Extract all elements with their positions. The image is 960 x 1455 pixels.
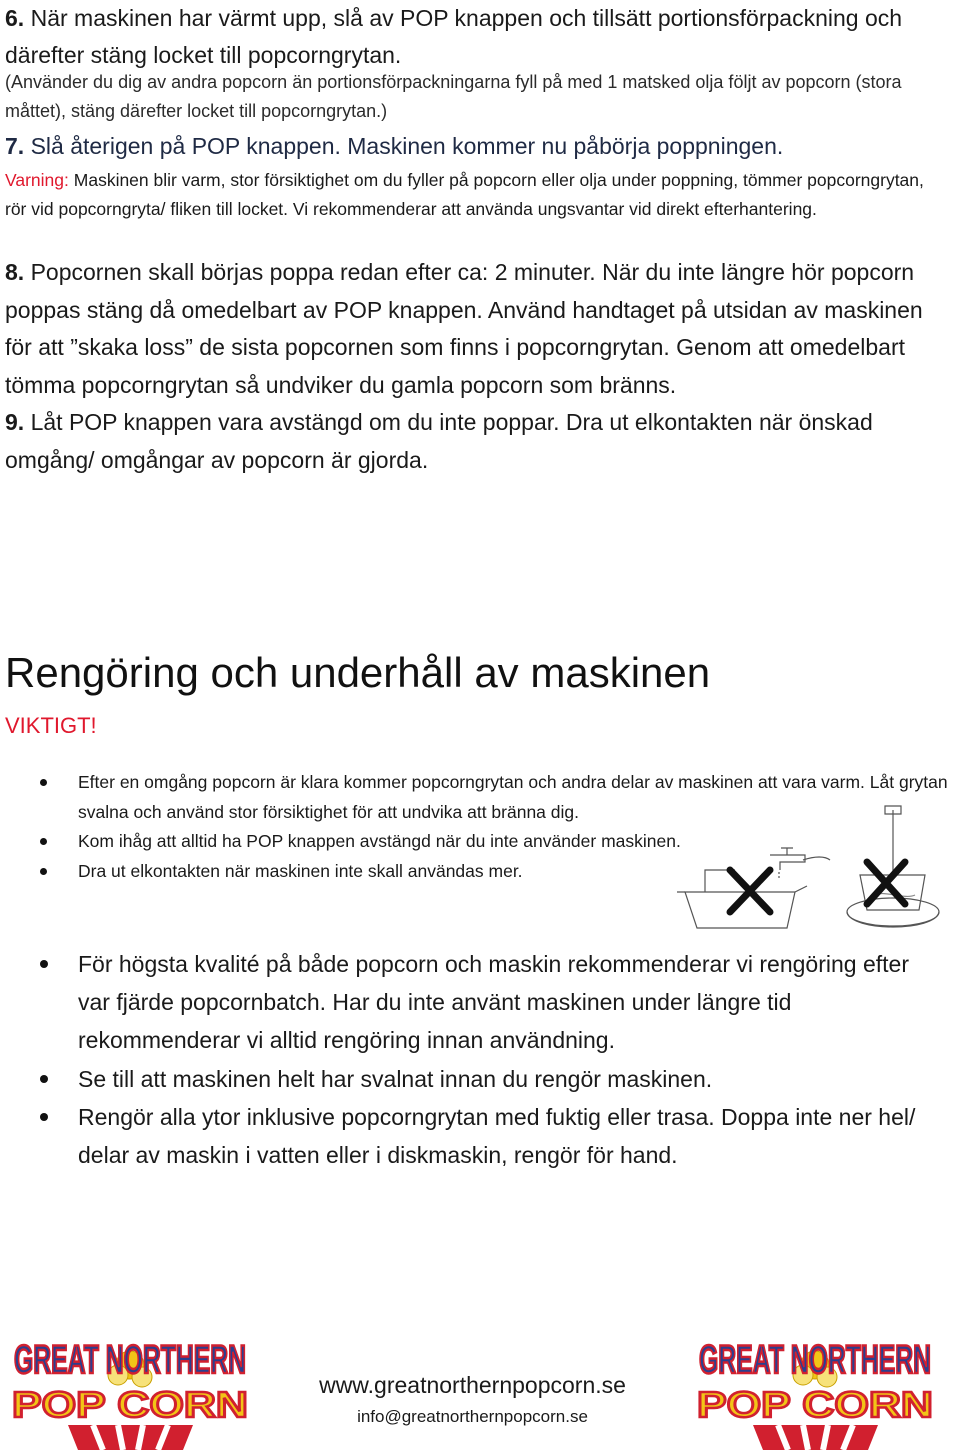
list-item-text: Rengör alla ytor inklusive popcorngrytan med fuktig eller trasa. Doppa inte ner hel/ delar av maskin i vatten eller i diskmaskin, rengör för hand. — [78, 1103, 916, 1169]
logo-line-1: GREAT NORTHERN — [14, 1338, 247, 1382]
footer-email-link[interactable]: info@greatnorthernpopcorn.se — [357, 1407, 588, 1426]
warning-label: Varning: — [5, 170, 69, 190]
great-northern-popcorn-logo — [8, 1325, 253, 1450]
bullet-icon — [40, 779, 47, 786]
bullet-icon — [40, 868, 47, 875]
step-7-text: Slå återigen på POP knappen. Maskinen kommer nu påbörja poppningen. — [24, 133, 784, 159]
list-item — [40, 1060, 940, 1098]
step-8-text: Popcornen skall börjas poppa redan efter ca: 2 minuter. När du inte längre hör popcorn poppas stäng då omedelbart av POP knappen. Använd handtaget på utsidan av maskinen för att ”skaka loss” de sista popcornen som finns i popcorngrytan. Genom att omedelbart tömma popcorngrytan så undviker du gamla popcorn som bränns. — [5, 259, 923, 398]
logo-line-2: POP CORN — [697, 1384, 933, 1425]
step-8 — [5, 254, 950, 404]
cleaning-list — [40, 945, 940, 1174]
step-9-number: 9. — [5, 409, 25, 436]
important-label: VIKTIGT! — [5, 713, 97, 738]
section-heading: Rengöring och underhåll av maskinen — [5, 649, 711, 696]
steps-8-9 — [5, 254, 950, 480]
bullet-icon — [40, 960, 48, 968]
list-item-text: Dra ut elkontakten när maskinen inte skall användas mer. — [78, 860, 523, 881]
list-item — [40, 945, 940, 1060]
list-item-text: Se till att maskinen helt har svalnat innan du rengör maskinen. — [78, 1065, 713, 1092]
list-item-text: Efter en omgång popcorn är klara kommer popcorngrytan och andra delar av maskinen att vara varm. Låt grytan svalna och använd stor försiktighet för att undvika att bränna dig. — [78, 772, 948, 822]
bullet-icon — [40, 1075, 48, 1083]
bullet-icon — [40, 1113, 48, 1121]
warning-text: Maskinen blir varm, stor försiktighet om du fyller på popcorn eller olja under poppning, tömmer popcorngrytan, rör vid popcorngryta/ fliken till locket. Vi rekommenderar att använda ungsvantar vid direkt efterhantering. — [5, 170, 924, 219]
footer-website-link[interactable]: www.greatnorthernpopcorn.se — [319, 1372, 626, 1398]
step-6-number: 6. — [5, 5, 25, 31]
step-9-text: Låt POP knappen vara avstängd om du inte poppar. Dra ut elkontakten när önskad omgång/ omgångar av popcorn är gjorda. — [5, 409, 873, 473]
logo-line-1: GREAT NORTHERN — [699, 1338, 931, 1382]
step-7 — [5, 129, 950, 164]
bullet-icon — [40, 838, 47, 845]
step-7-number: 7. — [5, 133, 25, 159]
no-water-illustration — [675, 800, 945, 940]
logo-line-2: POP CORN — [12, 1384, 248, 1425]
great-northern-popcorn-logo — [693, 1325, 938, 1450]
list-item-text: Kom ihåg att alltid ha POP knappen avstängd när du inte använder maskinen. — [78, 831, 681, 851]
warning — [5, 166, 950, 224]
step-9 — [5, 404, 950, 479]
step-6-note: (Använder du dig av andra popcorn än portionsförpackningarna fyll på med 1 matsked olja följt av popcorn (stora måttet), stäng därefter locket till popcorngrytan.) — [5, 72, 902, 121]
list-item — [40, 827, 718, 857]
step-8-number: 8. — [5, 259, 25, 285]
step-6 — [5, 0, 950, 74]
list-item — [40, 1098, 940, 1174]
step-6-text: När maskinen har värmt upp, slå av POP knappen och tillsätt portionsförpackning och därefter stäng locket till popcorngrytan. — [5, 5, 903, 68]
list-item-text: För högsta kvalité på både popcorn och maskin rekommenderar vi rengöring efter var fjärde popcornbatch. Har du inte använt maskinen under längre tid rekommenderar vi alltid rengöring innan användning. — [78, 951, 909, 1054]
list-item — [40, 857, 718, 887]
